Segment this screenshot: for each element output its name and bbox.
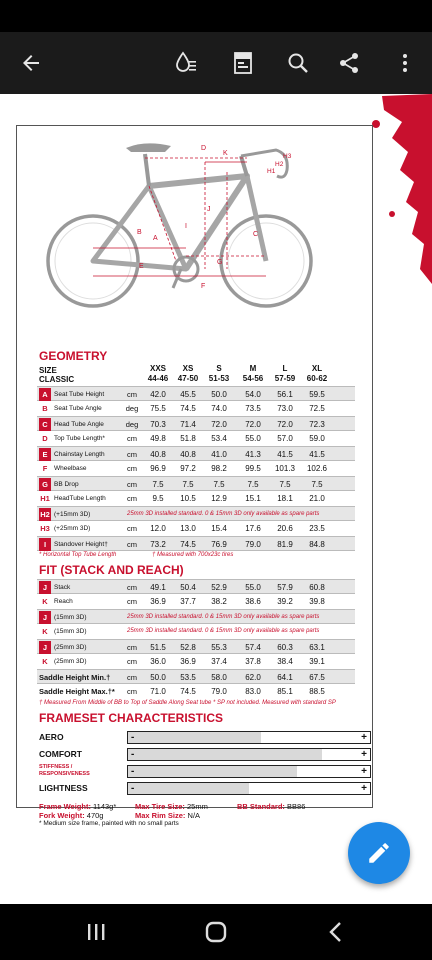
characteristic-label: AERO (39, 732, 64, 742)
cell-value: 72.0 (245, 420, 261, 429)
row-unit: cm (127, 390, 137, 399)
app-bar (0, 32, 432, 94)
diagram-label-a: A (153, 235, 158, 242)
cell-value: 51.8 (180, 434, 196, 443)
row-unit: cm (127, 464, 137, 473)
cell-value: 59.0 (309, 434, 325, 443)
cell-value: 81.9 (277, 540, 293, 549)
cell-value: 21.0 (309, 494, 325, 503)
diagram-label-f: F (201, 283, 206, 290)
cell-value: 23.5 (309, 524, 325, 533)
row-label: (25mm 3D) (54, 644, 87, 651)
row-code: E (39, 448, 51, 461)
characteristic-fill (128, 749, 322, 760)
bike-geometry-diagram (41, 136, 341, 326)
cell-value: 36.0 (150, 657, 166, 666)
row-unit: cm (127, 597, 137, 606)
cell-value: 63.1 (309, 643, 325, 652)
row-label: (+25mm 3D) (54, 525, 91, 532)
row-unit: cm (127, 583, 137, 592)
row-unit: cm (127, 687, 137, 696)
cell-value: 10.5 (180, 494, 196, 503)
back-icon[interactable] (316, 916, 356, 948)
cell-value: 49.8 (150, 434, 166, 443)
row-label: (25mm 3D) (54, 658, 87, 665)
fit-table (37, 579, 355, 699)
cell-value: 57.4 (245, 643, 261, 652)
cell-value: 7.5 (279, 480, 291, 489)
row-code: K (42, 627, 48, 636)
cell-value: 38.6 (245, 597, 261, 606)
row-label: Saddle Height Max.†* (39, 687, 115, 696)
table-row (37, 536, 355, 551)
minus-icon: - (131, 783, 135, 794)
table-row (37, 401, 355, 416)
diagram-label-h3: H3 (283, 153, 292, 160)
fit-title: FIT (STACK AND REACH) (39, 563, 184, 577)
cell-value: 50.4 (180, 583, 196, 592)
characteristic-bar (127, 748, 371, 761)
table-row (37, 461, 355, 476)
row-unit: cm (127, 673, 137, 682)
table-row (37, 609, 355, 624)
row-label: (15mm 3D) (54, 628, 87, 635)
cell-value: 20.6 (277, 524, 293, 533)
cell-value: 79.0 (211, 687, 227, 696)
cell-value: 56.1 (277, 390, 293, 399)
characteristic-bar (127, 731, 371, 744)
system-nav-bar (0, 904, 432, 960)
characteristic-row (39, 730, 367, 744)
cell-value: 73.0 (277, 404, 293, 413)
status-bar (0, 0, 432, 32)
cell-value: 15.4 (211, 524, 227, 533)
diagram-label-j: J (207, 206, 211, 213)
cell-value: 75.5 (150, 404, 166, 413)
row-code: A (39, 388, 51, 401)
row-code: J (39, 611, 51, 624)
row-note: 25mm 3D installed standard. 0 & 15mm 3D only available as spare parts (127, 511, 320, 517)
cell-value: 71.0 (150, 687, 166, 696)
cell-value: 37.8 (245, 657, 261, 666)
row-code: G (39, 478, 51, 491)
table-row (37, 579, 355, 594)
classic-label: CLASSIC (39, 375, 75, 384)
size-columns (17, 364, 374, 386)
diagram-label-k: K (223, 150, 228, 157)
row-code: C (39, 418, 51, 431)
row-unit: cm (127, 450, 137, 459)
table-row (37, 639, 355, 654)
cell-value: 70.3 (150, 420, 166, 429)
plus-icon: + (361, 732, 367, 743)
frame-weight: Frame Weight: 1143g* (39, 802, 117, 811)
cell-value: 54.0 (245, 390, 261, 399)
bb-standard: BB Standard: BB86 (237, 802, 306, 811)
cell-value: 74.0 (211, 404, 227, 413)
cell-value: 49.1 (150, 583, 166, 592)
cell-value: 40.8 (180, 450, 196, 459)
row-note: 25mm 3D installed standard. 0 & 15mm 3D only available as spare parts (127, 614, 320, 620)
cell-value: 98.2 (211, 464, 227, 473)
cell-value: 72.3 (309, 420, 325, 429)
row-label: Seat Tube Height (54, 391, 105, 398)
diagram-label-b: B (137, 229, 142, 236)
row-unit: cm (127, 434, 137, 443)
cell-value: 36.9 (180, 657, 196, 666)
geometry-footnote-right: † Measured with 700x23c tires (152, 552, 234, 558)
plus-icon: + (361, 766, 367, 777)
cell-value: 74.5 (180, 404, 196, 413)
max-rim-size: Max Rim Size: N/A (135, 811, 201, 820)
cell-value: 79.0 (245, 540, 261, 549)
table-row (37, 654, 355, 669)
cell-value: 50.0 (150, 673, 166, 682)
cell-value: 72.0 (277, 420, 293, 429)
cell-value: 59.5 (309, 390, 325, 399)
table-row (37, 416, 355, 431)
row-unit: deg (125, 420, 139, 429)
document-viewer[interactable] (0, 94, 432, 904)
table-row (37, 624, 355, 639)
row-code: B (42, 404, 48, 413)
table-row (37, 594, 355, 609)
cell-value: 97.2 (180, 464, 196, 473)
row-unit: deg (125, 404, 139, 413)
cell-value: 53.5 (180, 673, 196, 682)
size-label: SIZE (39, 366, 57, 375)
search-icon[interactable] (280, 45, 316, 81)
plus-icon: + (361, 783, 367, 794)
diagram-label-i: I (185, 223, 187, 230)
table-row (37, 684, 355, 699)
row-code: D (42, 434, 48, 443)
cell-value: 74.5 (180, 540, 196, 549)
max-tire-size: Max Tire Size: 25mm (135, 802, 208, 811)
cell-value: 9.5 (152, 494, 164, 503)
characteristic-fill (128, 783, 249, 794)
cell-value: 60.8 (309, 583, 325, 592)
table-row (37, 521, 355, 536)
cell-value: 85.1 (277, 687, 293, 696)
cell-value: 96.9 (150, 464, 166, 473)
row-label: (15mm 3D) (54, 614, 87, 621)
cell-value: 74.5 (180, 687, 196, 696)
table-row (37, 476, 355, 491)
row-note: 25mm 3D installed standard. 0 & 15mm 3D only available as spare parts (127, 628, 320, 634)
cell-value: 102.6 (306, 464, 328, 473)
minus-icon: - (131, 766, 135, 777)
cell-value: 99.5 (245, 464, 261, 473)
cell-value: 50.0 (211, 390, 227, 399)
cell-value: 71.4 (180, 420, 196, 429)
size-column-header: S 51-53 (208, 364, 230, 383)
geometry-footnote-left: * Horizontal Top Tube Length (39, 552, 117, 558)
row-code: J (39, 641, 51, 654)
characteristic-row (39, 781, 367, 795)
row-code: K (42, 657, 48, 666)
row-unit: cm (127, 657, 137, 666)
table-row (37, 386, 355, 401)
table-row (37, 669, 355, 684)
cell-value: 58.0 (211, 673, 227, 682)
cell-value: 57.0 (277, 434, 293, 443)
row-label: Saddle Height Min.† (39, 673, 111, 682)
cell-value: 38.4 (277, 657, 293, 666)
cell-value: 55.0 (245, 434, 261, 443)
fork-weight: Fork Weight: 470g (39, 811, 104, 820)
cell-value: 60.3 (277, 643, 293, 652)
row-label: BB Drop (54, 481, 79, 488)
cell-value: 41.5 (309, 450, 325, 459)
characteristic-row (39, 764, 367, 778)
row-label: Reach (54, 598, 73, 605)
cell-value: 41.3 (245, 450, 261, 459)
diagram-label-h1: H1 (267, 168, 276, 175)
cell-value: 7.5 (247, 480, 259, 489)
characteristic-label: LIGHTNESS (39, 783, 88, 793)
table-row (37, 446, 355, 461)
cell-value: 73.2 (150, 540, 166, 549)
cell-value: 17.6 (245, 524, 261, 533)
cell-value: 12.0 (150, 524, 166, 533)
cell-value: 38.2 (211, 597, 227, 606)
row-unit: cm (127, 540, 137, 549)
cell-value: 88.5 (309, 687, 325, 696)
cell-value: 52.9 (211, 583, 227, 592)
characteristic-label: COMFORT (39, 749, 82, 759)
cell-value: 39.2 (277, 597, 293, 606)
cell-value: 36.9 (150, 597, 166, 606)
row-unit: cm (127, 524, 137, 533)
cell-value: 72.0 (211, 420, 227, 429)
row-label: Head Tube Angle (54, 421, 104, 428)
row-code: I (39, 538, 51, 551)
geometry-table (37, 386, 355, 551)
row-label: Top Tube Length* (54, 435, 105, 442)
diagram-label-h2: H2 (275, 161, 284, 168)
cell-value: 42.0 (150, 390, 166, 399)
cell-value: 52.8 (180, 643, 196, 652)
row-label: Wheelbase (54, 465, 87, 472)
cell-value: 15.1 (245, 494, 261, 503)
table-row (37, 506, 355, 521)
diagram-label-c: C (253, 231, 259, 238)
cell-value: 62.0 (245, 673, 261, 682)
row-label: Standover Height† (54, 541, 108, 548)
characteristic-bar (127, 782, 371, 795)
size-column-header: XS 47-50 (177, 364, 199, 383)
minus-icon: - (131, 749, 135, 760)
edit-fab[interactable] (348, 822, 410, 884)
row-label: Chainstay Length (54, 451, 105, 458)
cell-value: 72.5 (309, 404, 325, 413)
row-label: HeadTube Length (54, 495, 106, 502)
cell-value: 18.1 (277, 494, 293, 503)
plus-icon: + (361, 749, 367, 760)
cell-value: 73.5 (245, 404, 261, 413)
cell-value: 37.7 (180, 597, 196, 606)
size-column-header: M 54-56 (242, 364, 264, 383)
table-row (37, 431, 355, 446)
share-icon[interactable] (331, 45, 367, 81)
cell-value: 7.5 (213, 480, 225, 489)
frameset-title: FRAMESET CHARACTERISTICS (39, 711, 224, 725)
characteristic-row (39, 747, 367, 761)
cell-value: 40.8 (150, 450, 166, 459)
minus-icon: - (131, 732, 135, 743)
row-code: H2 (40, 510, 50, 519)
cell-value: 51.5 (150, 643, 166, 652)
row-code: H1 (40, 494, 50, 503)
row-code: H3 (40, 524, 50, 533)
spec-note: * Medium size frame, painted with no small parts (39, 820, 179, 827)
size-column-header: L 57-59 (274, 364, 296, 383)
diagram-label-e: E (139, 263, 144, 270)
size-column-header: XXS 44-46 (147, 364, 169, 383)
row-label: (+15mm 3D) (54, 511, 91, 518)
characteristic-bar (127, 765, 371, 778)
recents-icon[interactable] (76, 916, 116, 948)
row-label: Stack (54, 584, 71, 591)
cell-value: 7.5 (311, 480, 323, 489)
more-icon[interactable] (387, 45, 423, 81)
cell-value: 41.5 (277, 450, 293, 459)
characteristic-label: STIFFNESS / RESPONSIVENESS (39, 764, 90, 777)
edit-pencil-icon (366, 840, 392, 866)
home-icon[interactable] (196, 916, 236, 948)
cell-value: 39.1 (309, 657, 325, 666)
bookmark-icon[interactable] (225, 45, 261, 81)
cell-value: 37.4 (211, 657, 227, 666)
cell-value: 101.3 (274, 464, 296, 473)
cell-value: 57.9 (277, 583, 293, 592)
row-label: Seat Tube Angle (54, 405, 102, 412)
diagram-label-g: G (217, 259, 223, 266)
cell-value: 7.5 (182, 480, 194, 489)
size-column-header: XL 60-62 (306, 364, 328, 383)
cell-value: 41.0 (211, 450, 227, 459)
characteristic-fill (128, 766, 297, 777)
cell-value: 55.3 (211, 643, 227, 652)
characteristic-fill (128, 732, 261, 743)
cell-value: 7.5 (152, 480, 164, 489)
cell-value: 84.8 (309, 540, 325, 549)
cell-value: 12.9 (211, 494, 227, 503)
row-unit: cm (127, 494, 137, 503)
back-arrow-icon[interactable] (13, 45, 49, 81)
fit-footnote: † Measured From Middle of BB to Top of Saddle Along Seat tube * SP not included. Measured with standard SP (39, 700, 336, 706)
row-code: K (42, 597, 48, 606)
geometry-sheet (16, 125, 373, 827)
geometry-title: GEOMETRY (39, 349, 108, 363)
row-code: J (39, 581, 51, 594)
row-unit: cm (127, 643, 137, 652)
cell-value: 45.5 (180, 390, 196, 399)
cell-value: 39.8 (309, 597, 325, 606)
row-unit: cm (127, 480, 137, 489)
cell-value: 64.1 (277, 673, 293, 682)
cell-value: 13.0 (180, 524, 196, 533)
cell-value: 67.5 (309, 673, 325, 682)
cell-value: 53.4 (211, 434, 227, 443)
row-code: F (42, 464, 48, 473)
cell-value: 76.9 (211, 540, 227, 549)
diagram-label-d: D (201, 145, 207, 152)
reading-mode-icon[interactable] (168, 45, 204, 81)
cell-value: 55.0 (245, 583, 261, 592)
cell-value: 83.0 (245, 687, 261, 696)
table-row (37, 491, 355, 506)
